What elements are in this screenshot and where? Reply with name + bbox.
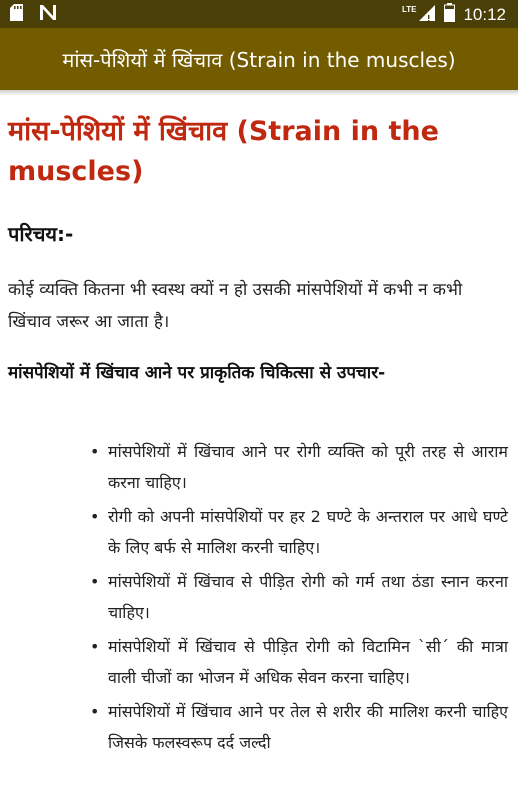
list-item — [86, 566, 508, 628]
tips-list — [86, 436, 508, 761]
bullet-icon: • — [90, 637, 100, 656]
bullet-icon: • — [90, 507, 100, 526]
list-item — [86, 696, 508, 758]
bullet-icon: • — [90, 442, 100, 461]
app-bar-title: मांस-पेशियों में खिंचाव (Strain in the muscles) — [62, 47, 456, 72]
article-content[interactable] — [0, 96, 518, 800]
signal-icon — [418, 4, 436, 27]
battery-icon — [444, 3, 455, 27]
list-item — [86, 501, 508, 563]
app-bar — [0, 28, 518, 90]
tip-text: रोगी को अपनी मांसपेशियों पर हर 2 घण्टे के अन्तराल पर आधे घण्टे के लिए बर्फ से मालिश करनी चाहिए। — [108, 507, 508, 557]
article-heading: मांस-पेशियों में खिंचाव (Strain in the muscles) — [8, 116, 439, 187]
sd-card-icon — [10, 4, 23, 25]
tip-text: मांसपेशियों में खिंचाव आने पर रोगी व्यक्ति को पूरी तरह से आराम करना चाहिए। — [108, 442, 508, 492]
status-time: 10:12 — [463, 5, 506, 24]
tip-text: मांसपेशियों में खिंचाव आने पर तेल से शरीर की मालिश करनी चाहिए जिसके फलस्वरूप दर्द जल्दी — [108, 702, 508, 752]
bullet-icon: • — [90, 702, 100, 721]
treatment-heading: मांसपेशियों में खिंचाव आने पर प्राकृतिक चिकित्सा से उपचार- — [8, 363, 386, 383]
list-item — [86, 631, 508, 693]
lte-label: LTE — [401, 4, 417, 14]
tip-text: मांसपेशियों में खिंचाव से पीड़ित रोगी को गर्म तथा ठंडा स्नान करना चाहिए। — [108, 572, 508, 622]
tip-text: मांसपेशियों में खिंचाव से पीड़ित रोगी को विटामिन `सी´ की मात्रा वाली चीजों का भोजन में अधिक सेवन करना चाहिए। — [108, 637, 508, 687]
status-bar — [0, 0, 518, 28]
intro-heading: परिचय:- — [8, 222, 74, 246]
status-left-icons — [10, 4, 57, 25]
bullet-icon: • — [90, 572, 100, 591]
list-item — [86, 436, 508, 498]
status-right-icons — [402, 3, 506, 27]
intro-paragraph: कोई व्यक्ति कितना भी स्वस्थ क्यों न हो उसकी मांसपेशियों में कभी न कभी खिंचाव जरूर आ जाता है। — [8, 280, 463, 332]
n-notification-icon — [39, 4, 57, 25]
